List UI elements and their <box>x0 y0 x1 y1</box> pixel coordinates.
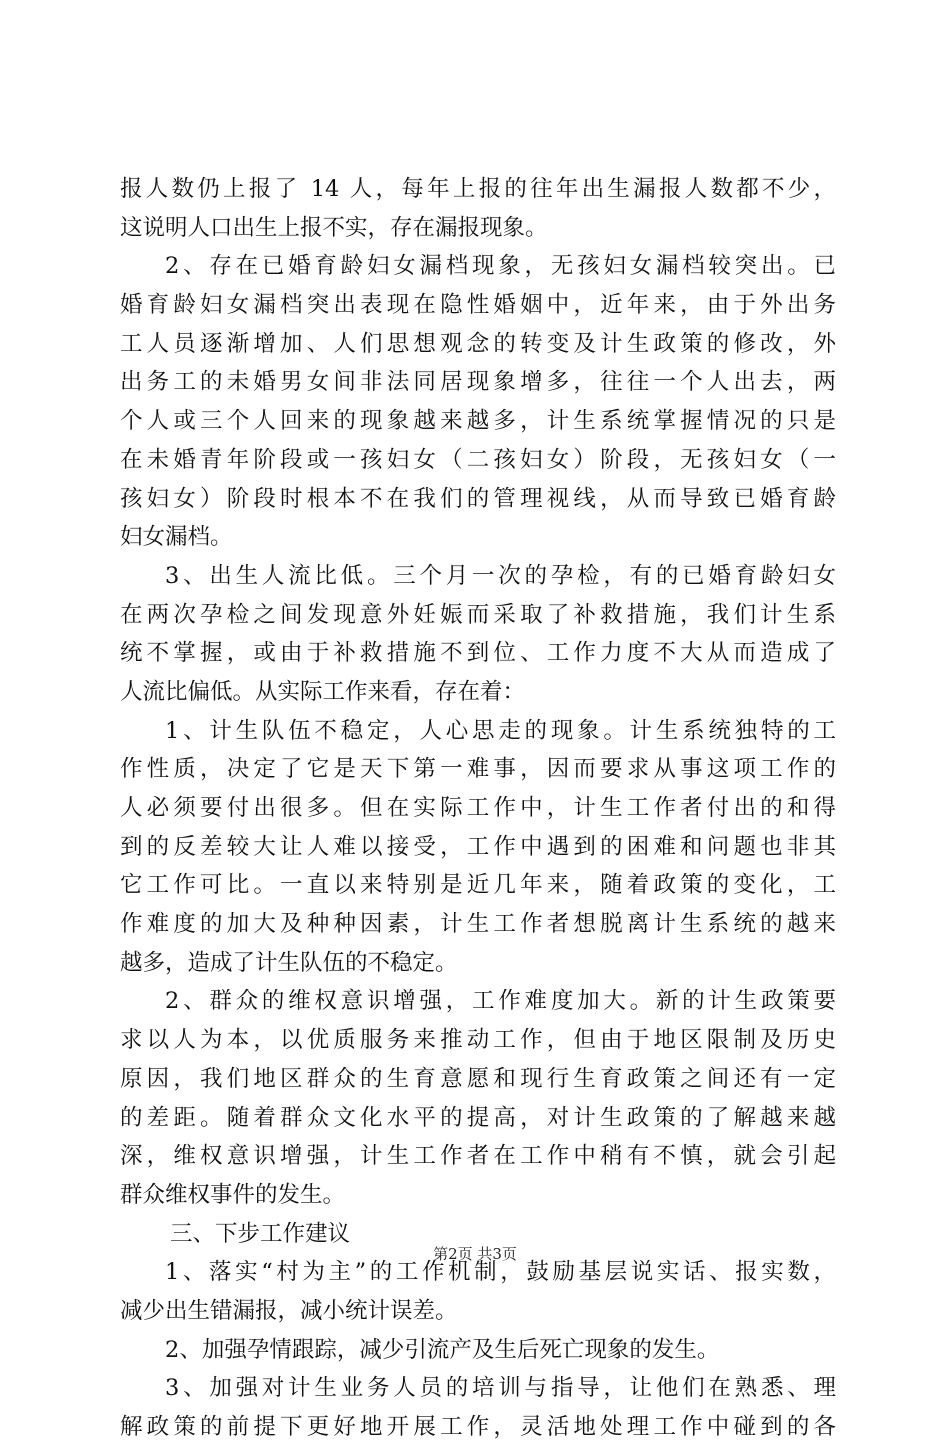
text-line: 婚育龄妇女漏档突出表现在隐性婚姻中，近年来，由于外出务 <box>120 292 836 319</box>
text-line: 群众维权事件的发生。 <box>120 1181 346 1208</box>
text-line: 深，维权意识增强，计生工作者在工作中稍有不慎，就会引起 <box>120 1143 836 1170</box>
text-line: 到的反差较大让人难以接受，工作中遇到的困难和问题也非其 <box>120 833 836 860</box>
text-line: 2、存在已婚育龄妇女漏档现象，无孩妇女漏档较突出。已 <box>165 253 836 280</box>
text-line: 2、群众的维权意识增强，工作难度加大。新的计生政策要 <box>165 988 836 1015</box>
section-heading: 三、下步工作建议 <box>170 1220 351 1247</box>
text-line: 越多，造成了计生队伍的不稳定。 <box>120 949 458 976</box>
text-line: 它工作可比。一直以来特别是近几年来，随着政策的变化，工 <box>120 872 836 899</box>
text-line: 妇女漏档。 <box>120 524 233 551</box>
text-line: 个人或三个人回来的现象越来越多，计生系统掌握情况的只是 <box>120 408 836 435</box>
text-line: 3、加强对计生业务人员的培训与指导，让他们在熟悉、理 <box>165 1375 836 1402</box>
text-line: 这说明人口出生上报不实，存在漏报现象。 <box>120 214 548 241</box>
text-line: 在两次孕检之间发现意外妊娠而采取了补救措施，我们计生系 <box>120 601 836 628</box>
page-footer: 第2页 共3页 <box>433 1245 517 1263</box>
text-line: 出务工的未婚男女间非法同居现象增多，往往一个人出去，两 <box>120 369 836 396</box>
text-line: 1、计生队伍不稳定，人心思走的现象。计生系统独特的工 <box>165 717 836 744</box>
text-line: 孩妇女）阶段时根本不在我们的管理视线，从而导致已婚育龄 <box>120 485 836 512</box>
text-line: 的差距。随着群众文化水平的提高，对计生政策的了解越来越 <box>120 1104 836 1131</box>
text-line: 作难度的加大及种种因素，计生工作者想脱离计生系统的越来 <box>120 911 836 938</box>
text-line: 统不掌握，或由于补救措施不到位、工作力度不大从而造成了 <box>120 640 836 667</box>
text-line: 解政策的前提下更好地开展工作，灵活地处理工作中碰到的各 <box>120 1414 836 1440</box>
text-line: 减少出生错漏报，减小统计误差。 <box>120 1297 458 1324</box>
text-line: 人流比偏低。从实际工作来看，存在着： <box>120 678 526 705</box>
text-line: 在未婚青年阶段或一孩妇女（二孩妇女）阶段，无孩妇女（一 <box>120 446 836 473</box>
text-line: 人必须要付出很多。但在实际工作中，计生工作者付出的和得 <box>120 795 836 821</box>
text-line: 1、落实“村为主”的工作机制，鼓励基层说实话、报实数， <box>165 1259 836 1286</box>
text-line: 原因，我们地区群众的生育意愿和现行生育政策之间还有一定 <box>120 1065 836 1092</box>
text-line: 工人员逐渐增加、人们思想观念的转变及计生政策的修改，外 <box>120 330 836 357</box>
text-line: 求以人为本，以优质服务来推动工作，但由于地区限制及历史 <box>120 1027 836 1054</box>
text-line: 3、出生人流比低。三个月一次的孕检，有的已婚育龄妇女 <box>165 562 836 589</box>
text-line: 作性质，决定了它是天下第一难事，因而要求从事这项工作的 <box>120 756 836 783</box>
text-line: 2、加强孕情跟踪，减少引流产及生后死亡现象的发生。 <box>165 1336 720 1363</box>
text-line: 报人数仍上报了 14 人，每年上报的往年出生漏报人数都不少， <box>120 176 836 202</box>
